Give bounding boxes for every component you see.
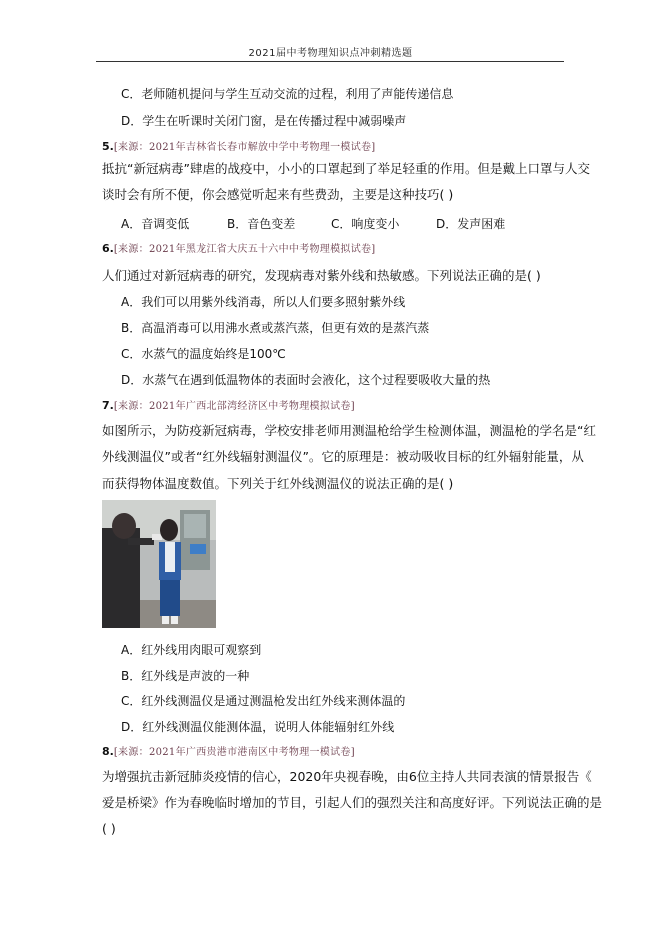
q5-number: 5. (102, 140, 114, 153)
q7-stem-line1: 如图所示，为防疫新冠病毒，学校安排老师用测温枪给学生检测体温，测温枪的学名是“红 (102, 423, 596, 438)
q7-number: 7. (102, 399, 114, 412)
q5-source (102, 139, 376, 156)
q8-number: 8. (102, 745, 114, 758)
q6-option-a: A．我们可以用紫外线消毒，所以人们要多照射紫外线 (121, 295, 406, 309)
q5-option-b: B．音色变差 (227, 217, 296, 231)
q7-option-d: D．红外线测温仪能测体温，说明人体能辐射红外线 (121, 720, 395, 734)
q8-source-text: [来源：2021年广西贵港市港南区中考物理一模试卷] (113, 747, 355, 758)
q6-source-text: [来源：2021年黑龙江省大庆五十六中中考物理模拟试卷] (113, 244, 376, 255)
q7-option-a: A．红外线用肉眼可观察到 (121, 643, 262, 657)
q7-source-text: [来源：2021年广西北部湾经济区中考物理模拟试卷] (113, 401, 355, 412)
q6-option-c: C．水蒸气的温度始终是100℃ (121, 347, 286, 361)
q6-number: 6. (102, 242, 114, 255)
q5-stem-line1: 抵抗“新冠病毒”肆虐的战疫中，小小的口罩起到了举足轻重的作用。但是戴上口罩与人交 (102, 161, 590, 176)
q5-option-c: C．响度变小 (331, 217, 400, 231)
q7-stem-line3: 而获得物体温度数值。下列关于红外线测温仪的说法正确的是( ) (102, 476, 454, 491)
q8-source (102, 744, 355, 761)
header-divider (96, 61, 564, 62)
q7-option-c: C．红外线测温仪是通过测温枪发出红外线来测体温的 (121, 694, 406, 708)
q7-stem-line2: 外线测温仪”或者“红外线辐射测温仪”。它的原理是：被动吸收目标的红外辐射能量，从 (102, 449, 584, 464)
temperature-check-photo (102, 500, 216, 628)
q5-stem-line2: 谈时会有所不便，你会感觉听起来有些费劲，主要是这种技巧( ) (102, 187, 454, 202)
q5-source-text: [来源：2021年吉林省长春市解放中学中考物理一模试卷] (113, 142, 376, 153)
q6-option-b: B．高温消毒可以用沸水煮或蒸汽蒸，但更有效的是蒸汽蒸 (121, 321, 430, 335)
page-header-title: 2021届中考物理知识点冲刺精选题 (248, 48, 413, 59)
q6-source (102, 241, 376, 258)
q8-stem-line1: 为增强抗击新冠肺炎疫情的信心，2020年央视春晚，由6位主持人共同表演的情景报告《 (102, 769, 592, 784)
q4-option-c: C．老师随机提问与学生互动交流的过程，利用了声能传递信息 (121, 87, 454, 101)
q5-option-a: A．音调变低 (121, 217, 190, 231)
photo-illustration (102, 500, 216, 628)
q8-stem-line2: 爱是桥梁》作为春晚临时增加的节目，引起人们的强烈关注和高度好评。下列说法正确的是 (102, 795, 603, 810)
q7-source (102, 398, 355, 415)
q7-option-b: B．红外线是声波的一种 (121, 669, 250, 683)
q6-option-d: D．水蒸气在遇到低温物体的表面时会液化，这个过程要吸收大量的热 (121, 373, 491, 387)
q6-stem: 人们通过对新冠病毒的研究，发现病毒对紫外线和热敏感。下列说法正确的是( ) (102, 268, 541, 283)
q5-option-d: D．发声困难 (436, 217, 506, 231)
q4-option-d: D．学生在听课时关闭门窗，是在传播过程中减弱噪声 (121, 114, 407, 128)
q8-stem-line3: ( ) (102, 821, 116, 836)
